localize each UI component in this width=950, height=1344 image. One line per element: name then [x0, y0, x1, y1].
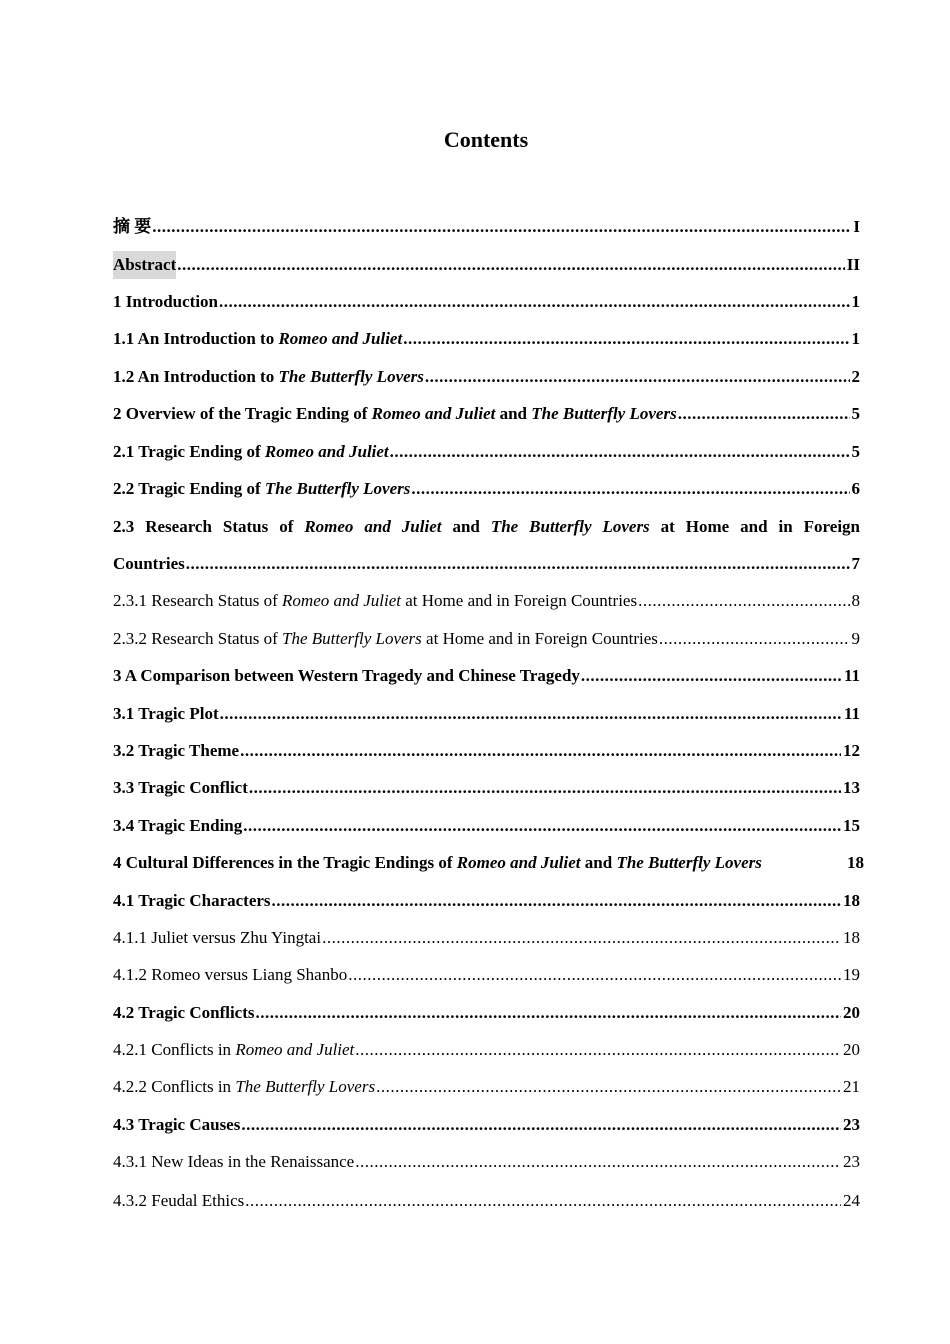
toc-label-text: 4.3.2 Feudal Ethics: [113, 1191, 245, 1210]
toc-entry-label: [113, 475, 410, 503]
toc-entry[interactable]: [113, 961, 860, 989]
page-number: 24: [843, 1191, 860, 1210]
page-number: 13: [843, 778, 860, 797]
toc-entry[interactable]: [113, 625, 860, 653]
dot-leader: [638, 587, 849, 615]
work-title: The Butterfly Lovers: [278, 367, 424, 386]
toc-entry[interactable]: [113, 251, 860, 279]
toc-entry-label: [113, 999, 255, 1027]
toc-entry[interactable]: [113, 288, 860, 316]
toc-entry[interactable]: [113, 550, 860, 578]
toc-entry-label: [113, 288, 218, 316]
work-title: The Butterfly Lovers: [282, 629, 422, 648]
dot-leader: [186, 550, 850, 578]
toc-label-text: and: [495, 404, 532, 423]
toc-entry[interactable]: [113, 475, 860, 503]
dot-leader: [241, 1111, 841, 1139]
toc-entry-label: [113, 1111, 240, 1139]
dot-leader: [355, 1036, 841, 1064]
toc-label-text: at Home and in Foreign: [649, 517, 860, 536]
toc-label-text: 3.2 Tragic Theme: [113, 741, 240, 760]
toc-entry[interactable]: [113, 438, 860, 466]
dot-leader: [355, 1148, 841, 1176]
dot-leader: [348, 961, 841, 989]
page-number: 5: [851, 404, 860, 423]
toc-label-text: 3 A Comparison between Western Tragedy and Chinese Tragedy: [113, 666, 580, 685]
toc-entry[interactable]: [113, 812, 860, 840]
dot-leader: [240, 737, 841, 765]
toc-label-text: 4.2.2 Conflicts in: [113, 1077, 236, 1096]
toc-label-text: Abstract: [113, 255, 177, 274]
toc-entry-label: [113, 550, 185, 578]
toc-label-text: 1.1 An Introduction to: [113, 329, 279, 348]
page-number: 2: [851, 367, 860, 386]
toc-entry[interactable]: [113, 662, 860, 690]
toc-entry-label: [113, 1036, 354, 1064]
dot-leader: [411, 475, 849, 503]
toc-label-text: at Home and in Foreign Countries: [421, 629, 658, 648]
toc-entry[interactable]: [113, 700, 860, 728]
page-number: 5: [851, 442, 860, 461]
toc-entry-label: [113, 400, 677, 428]
toc-entry[interactable]: [113, 1073, 860, 1101]
page-number: 11: [843, 666, 860, 685]
page-number: 23: [843, 1115, 860, 1134]
page-number: I: [853, 217, 860, 236]
toc-entry-label: [113, 737, 239, 765]
dot-leader: [243, 812, 841, 840]
page-number: 20: [843, 1003, 860, 1022]
page-number: 18: [843, 891, 860, 910]
toc-label-text: 4.1 Tragic Characters: [113, 891, 271, 910]
toc-entry[interactable]: [113, 325, 860, 353]
toc-label-text: 1.2 An Introduction to: [113, 367, 279, 386]
page-number: 21: [843, 1077, 860, 1096]
toc-entry-label: [113, 924, 321, 952]
dot-leader: [249, 774, 841, 802]
toc-entry-label: [113, 887, 271, 915]
page-number: 15: [843, 816, 860, 835]
toc-entry[interactable]: [113, 774, 860, 802]
dot-leader: [403, 325, 849, 353]
page-number: 11: [843, 704, 860, 723]
work-title: Romeo and Juliet: [282, 591, 401, 610]
dot-leader: [390, 438, 850, 466]
dot-leader: [177, 251, 845, 279]
toc-label-text: 3.1 Tragic Plot: [113, 704, 219, 723]
toc-label-text: 4.2.1 Conflicts in: [113, 1040, 236, 1059]
page-number: 7: [851, 554, 860, 573]
work-title: Romeo and Juliet: [456, 853, 581, 872]
dot-leader: [272, 887, 841, 915]
dot-leader: [220, 700, 842, 728]
page-number: 12: [843, 741, 860, 760]
page-number: 18: [843, 928, 860, 947]
work-title: The Butterfly Lovers: [531, 404, 677, 423]
toc-label-text: 4.1.1 Juliet versus Zhu Yingtai: [113, 928, 322, 947]
work-title: Romeo and Juliet: [278, 329, 403, 348]
toc-entry-label: [113, 625, 658, 653]
toc-label-text: at Home and in Foreign Countries: [401, 591, 638, 610]
toc-label-text: and: [441, 517, 491, 536]
toc-entry-label: [113, 774, 248, 802]
page-number: 1: [851, 329, 860, 348]
toc-label-text: 摘 要: [113, 217, 152, 236]
toc-label-text: 4.3.1 New Ideas in the Renaissance: [113, 1152, 355, 1171]
toc-label-text: 2.3 Research Status of: [113, 517, 305, 536]
toc-label-text: 4 Cultural Differences in the Tragic Endings of: [113, 853, 457, 872]
toc-entry[interactable]: [113, 213, 860, 241]
toc-entry-label: [113, 1187, 244, 1215]
page-number: 18: [847, 853, 864, 872]
toc-entry-label: [113, 1073, 375, 1101]
toc-entry[interactable]: [113, 737, 860, 765]
work-title: The Butterfly Lovers: [235, 1077, 376, 1096]
toc-entry-label: [113, 325, 402, 353]
work-title: The Butterfly Lovers: [616, 853, 762, 872]
toc-label-text: 2.2 Tragic Ending of: [113, 479, 265, 498]
work-title: The Butterfly Lovers: [264, 479, 411, 498]
dot-leader: [678, 400, 850, 428]
toc-entry[interactable]: [113, 1111, 860, 1139]
toc-entry[interactable]: [113, 887, 860, 915]
work-title: Romeo and Juliet: [264, 442, 389, 461]
page-number: 8: [851, 591, 860, 610]
work-title: Romeo and Juliet: [371, 404, 496, 423]
toc-entry[interactable]: [113, 363, 860, 391]
toc-entry[interactable]: [113, 1036, 860, 1064]
page-number: 19: [843, 965, 860, 984]
toc-label-text: 2 Overview of the Tragic Ending of: [113, 404, 372, 423]
toc-entry-label: [113, 1148, 354, 1176]
toc-entry-label: [113, 363, 424, 391]
toc-entry-label: [113, 961, 347, 989]
page-number: 1: [851, 292, 860, 311]
toc-label-text: 4.3 Tragic Causes: [113, 1115, 241, 1134]
dot-leader: [581, 662, 842, 690]
toc-entry-label: [113, 251, 176, 279]
page-number: 20: [843, 1040, 860, 1059]
toc-label-text: 4.2 Tragic Conflicts: [113, 1003, 255, 1022]
toc-label-text: 1 Introduction: [113, 292, 219, 311]
dot-leader: [245, 1187, 841, 1215]
toc-entry[interactable]: [113, 1148, 860, 1176]
toc-label-text: 2.3.2 Research Status of: [113, 629, 283, 648]
dot-leader: [376, 1073, 841, 1101]
page-title: Contents: [443, 127, 529, 152]
work-title: Romeo and Juliet: [235, 1040, 355, 1059]
toc-label-text: and: [580, 853, 617, 872]
toc-entry-label: [113, 587, 637, 615]
toc-entry-label: [113, 700, 219, 728]
toc-label-text: 3.4 Tragic Ending: [113, 816, 243, 835]
page-number: 23: [843, 1152, 860, 1171]
toc-entry[interactable]: [113, 999, 860, 1027]
toc-entry[interactable]: [113, 849, 864, 877]
page-number: 6: [851, 479, 860, 498]
toc-entry-label: [113, 812, 242, 840]
toc-entry[interactable]: [113, 400, 860, 428]
dot-leader: [425, 363, 850, 391]
toc-label-text: 4.1.2 Romeo versus Liang Shanbo: [113, 965, 348, 984]
toc-entry[interactable]: [113, 513, 860, 541]
toc-label-text: 3.3 Tragic Conflict: [113, 778, 248, 797]
toc-entry-label: [113, 438, 389, 466]
page-number: II: [846, 255, 860, 274]
dot-leader: [219, 288, 849, 316]
dot-leader: [659, 625, 850, 653]
toc-entry[interactable]: [113, 924, 860, 952]
toc-label-text: Countries: [113, 554, 185, 573]
dot-leader: [152, 213, 851, 241]
work-title: The Butterfly Lovers: [490, 517, 650, 536]
work-title: Romeo and Juliet: [304, 517, 442, 536]
toc-entry[interactable]: [113, 1187, 860, 1215]
toc-label-text: 2.3.1 Research Status of: [113, 591, 283, 610]
toc-entry-label: [113, 213, 151, 241]
toc-entry[interactable]: [113, 587, 860, 615]
dot-leader: [256, 999, 842, 1027]
toc-entry-label: [113, 513, 860, 541]
page-number: 9: [851, 629, 860, 648]
dot-leader: [322, 924, 841, 952]
toc-entry-label: [113, 849, 762, 877]
toc-entry-label: [113, 662, 580, 690]
toc-label-text: 2.1 Tragic Ending of: [113, 442, 265, 461]
